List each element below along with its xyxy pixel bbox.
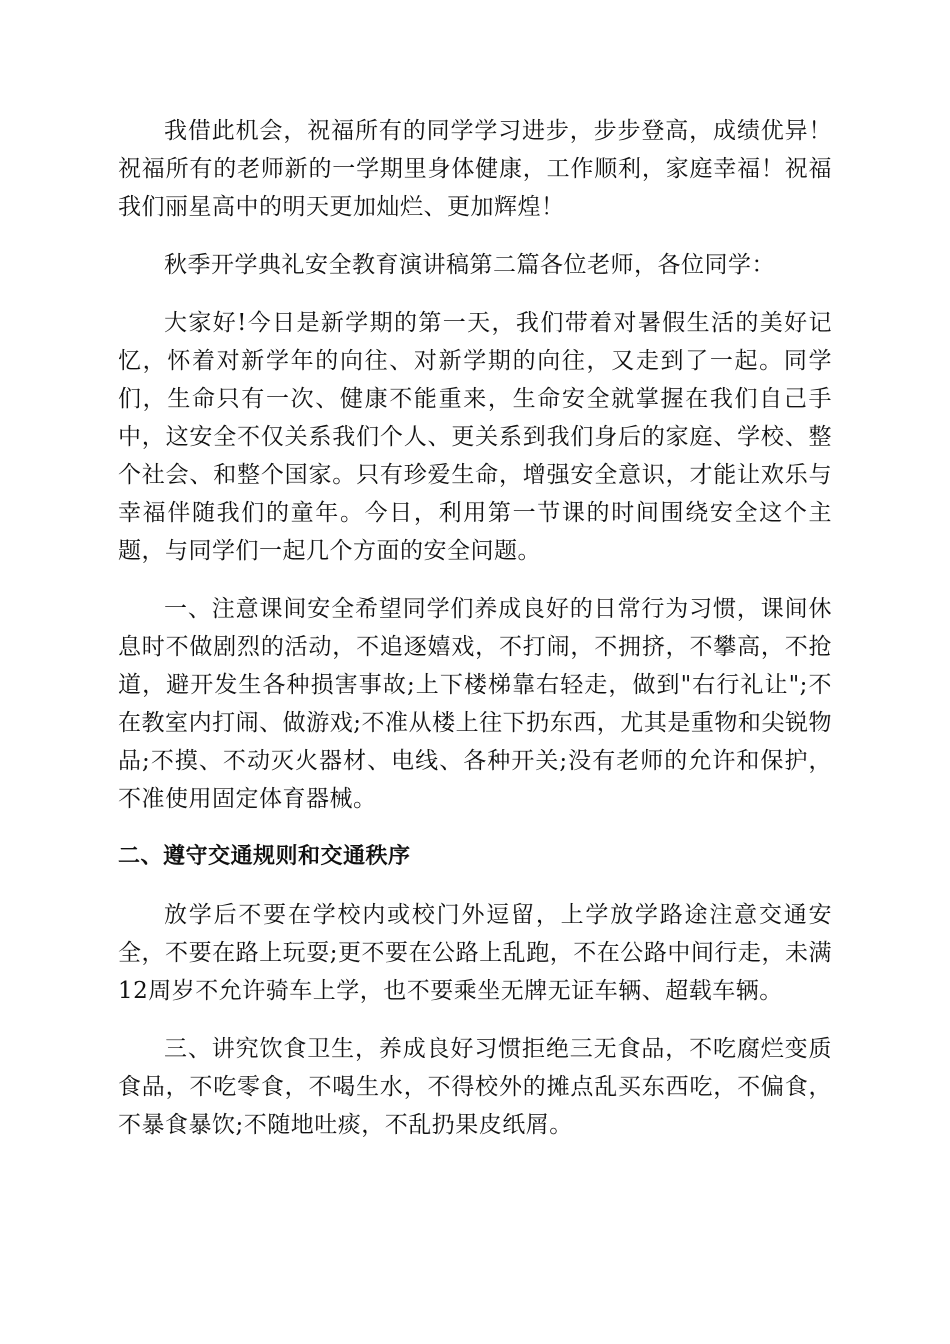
paragraph-greeting: 大家好!今日是新学期的第一天，我们带着对暑假生活的美好记忆，怀着对新学年的向往、对新学期的向往，又走到了一起。同学们，生命只有一次、健康不能重来，生命安全就掌握在我们自己手中，这安全不仅关系我们个人、更关系到我们身后的家庭、学校、整个社会、和整个国家。只有珍爱生命，增强安全意识，才能让欢乐与幸福伴随我们的童年。今日，利用第一节课的时间围绕安全这个主题，与同学们一起几个方面的安全问题。 xyxy=(118,310,832,564)
paragraph-speech-title: 秋季开学典礼安全教育演讲稿第二篇各位老师，各位同学： xyxy=(164,252,775,278)
document-body xyxy=(118,112,832,1164)
paragraph-break-safety: 一、注意课间安全希望同学们养成良好的日常行为习惯，课间休息时不做剧烈的活动，不追逐嬉戏，不打闹，不拥挤，不攀高，不抢道，避开发生各种损害事故;上下楼梯靠右轻走，做到"右行礼让";不在教室内打闹、做游戏;不准从楼上往下扔东西，尤其是重物和尖锐物品;不摸、不动灭火器材、电线、各种开关;没有老师的允许和保护，不准使用固定体育器械。 xyxy=(118,596,832,812)
section-heading-traffic: 二、遵守交通规则和交通秩序 xyxy=(118,844,411,869)
paragraph-blessing: 我借此机会，祝福所有的同学学习进步，步步登高，成绩优异！祝福所有的老师新的一学期里身体健康，工作顺利，家庭幸福！祝福我们丽星高中的明天更加灿烂、更加辉煌！ xyxy=(118,118,832,220)
paragraph-traffic: 放学后不要在学校内或校门外逗留，上学放学路途注意交通安全，不要在路上玩耍;更不要在公路上乱跑，不在公路中间行走，未满12周岁不允许骑车上学，也不要乘坐无牌无证车辆、超载车辆。 xyxy=(118,902,832,1004)
paragraph-food-hygiene: 三、讲究饮食卫生，养成良好习惯拒绝三无食品，不吃腐烂变质食品，不吃零食，不喝生水，不得校外的摊点乱买东西吃，不偏食，不暴食暴饮;不随地吐痰，不乱扔果皮纸屑。 xyxy=(118,1036,832,1138)
